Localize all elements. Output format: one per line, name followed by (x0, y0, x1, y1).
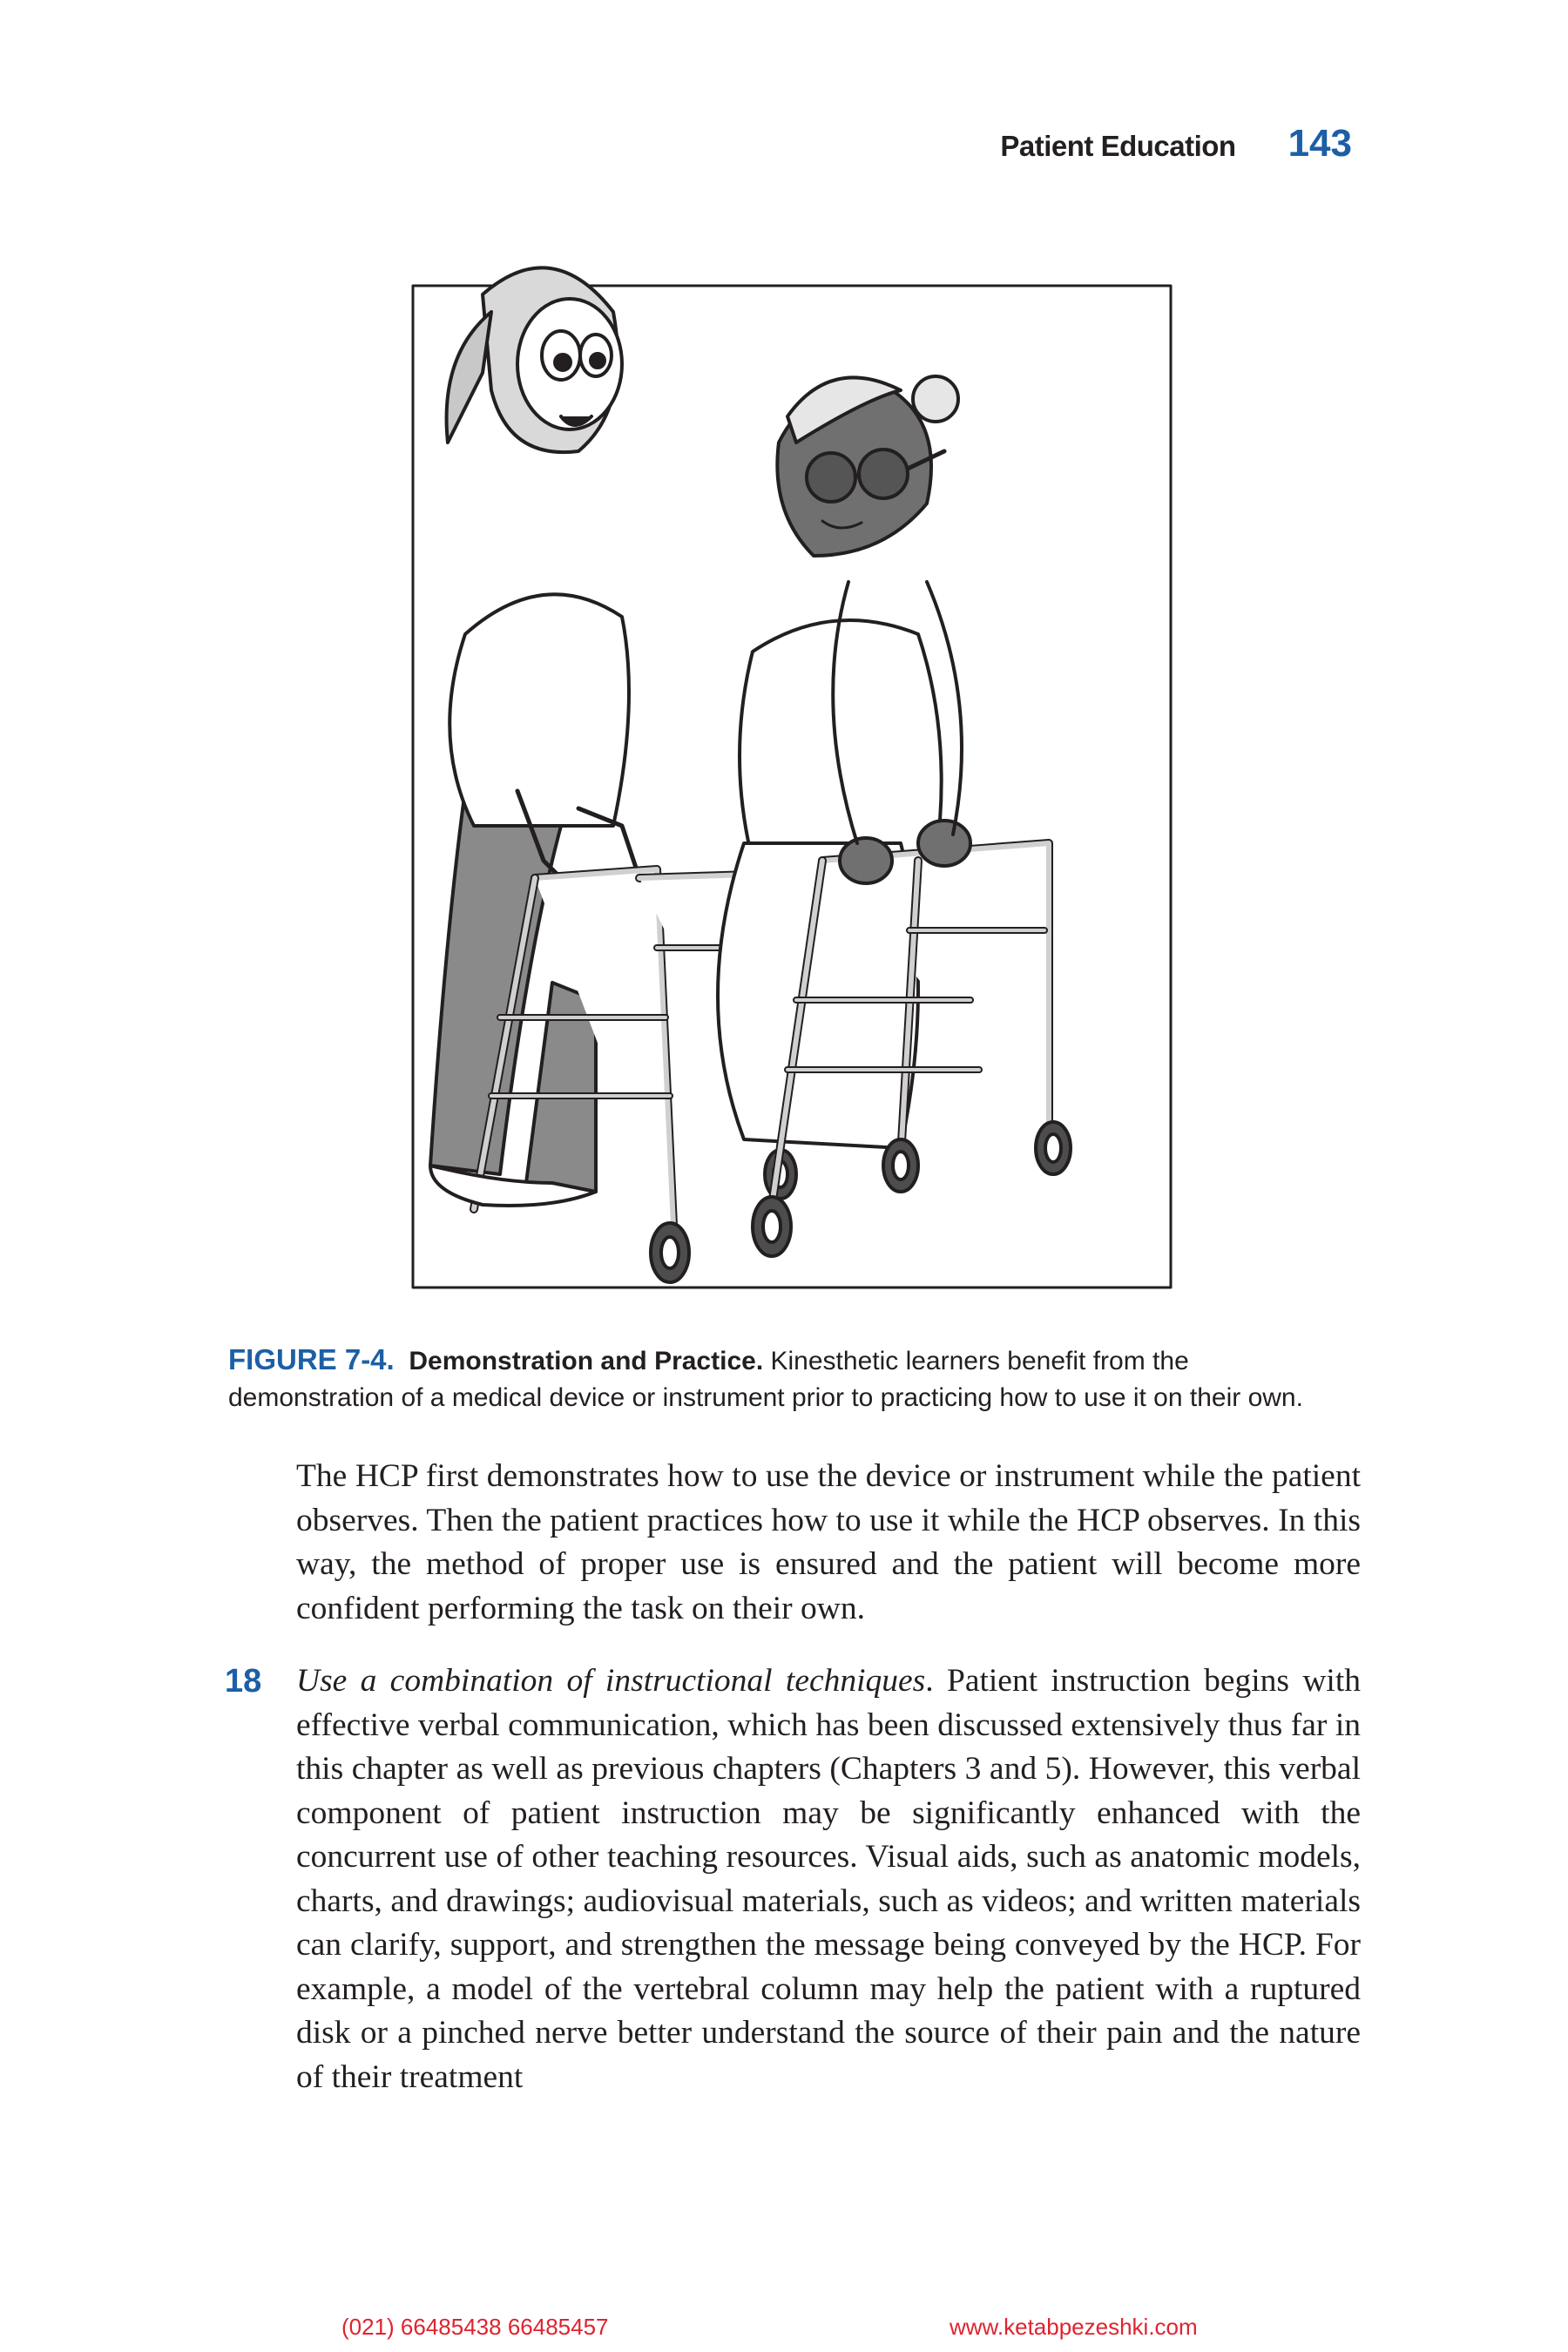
figure-caption (228, 1342, 1361, 1416)
running-title: Patient Education (1000, 130, 1236, 162)
figure-title: Demonstration and Practice. (409, 1347, 764, 1375)
footer-phone: (021) 66485438 66485457 (341, 2314, 609, 2340)
walker-demonstration-illustration (378, 216, 1206, 1305)
list-item-18 (296, 1659, 1361, 2099)
running-head (1000, 122, 1352, 166)
figure-caption-text: Kinesthetic learners benefit from the demonstration of a medical device or instrument prior to practicing how to use it on their own. (228, 1347, 1303, 1412)
list-item-lead: Use a combination of instructional techniques (296, 1663, 926, 1699)
figure-label: FIGURE 7-4. (228, 1343, 395, 1375)
body-paragraph: The HCP first demonstrates how to use the device or instrument while the patient observes. Then the patient practices how to use it while the HCP observes. In this way, the method of proper use is ensured and the patient will become more confident performing the task on their own. (296, 1458, 1361, 1626)
page-number: 143 (1288, 122, 1352, 165)
list-item-number: 18 (225, 1663, 262, 1700)
list-item-text: . Patient instruction begins with effective verbal communication, which has been discussed extensively thus far in this chapter as well as previous chapters (Chapters 3 and 5). However, this verbal component of patient instruction may be significantly enhanced with the concurrent use of other teaching resources. Visual aids, such as anatomic models, charts, and drawings; audiovisual materials, such as videos; and written materials can clarify, support, and strengthen the message being conveyed by the HCP. For example, a model of the vertebral column may help the patient with a ruptured disk or a pinched nerve better understand the source of their pain and the nature of their treatment (296, 1663, 1361, 2095)
figure-illustration (413, 286, 1171, 1288)
footer-website[interactable]: www.ketabpezeshki.com (950, 2314, 1198, 2340)
